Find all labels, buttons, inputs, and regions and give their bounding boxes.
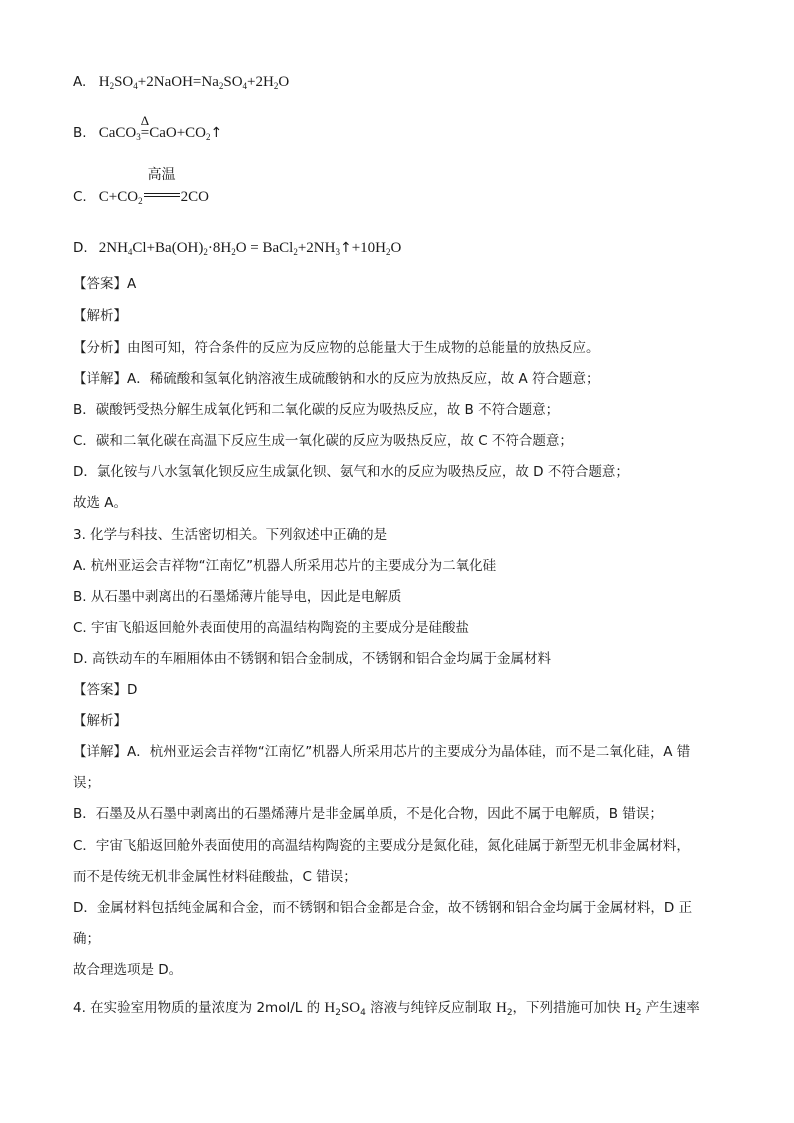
q2-fenxi: 【分析】由图可知，符合条件的反应为反应物的总能量大于生成物的总能量的放热反应。 — [73, 340, 600, 356]
equation-c: $C+CO_2$ 高温 2CO — [98, 167, 209, 206]
option-label: C. — [73, 189, 87, 205]
q3-detail-b: B．石墨及从石墨中剥离出的石墨烯薄片是非金属单质，不是化合物，因此不属于电解质，B 错误； — [73, 806, 663, 822]
q3-option-d: D. 高铁动车的车厢厢体由不锈钢和铝合金制成，不锈钢和铝合金均属于金属材料 — [73, 651, 551, 667]
q3-detail-a-line2: 误； — [73, 775, 100, 791]
q2-detail-a: 【详解】A．稀硫酸和氢氧化钠溶液生成硫酸钠和水的反应为放热反应，故 A 符合题意； — [73, 371, 600, 387]
q4-stem: 4. 在实验室用物质的量浓度为 2mol/L 的 $H_2SO_4$ 溶液与纯锌反应制取 $H_2$，下列措施可加快 $H_2$ 产生速率 — [73, 1000, 700, 1018]
q2-answer: 【答案】A — [73, 276, 137, 292]
gas-arrow-icon: ↑ — [339, 240, 352, 256]
option-c — [73, 167, 209, 207]
option-label: D. — [73, 240, 88, 256]
option-label: A. — [73, 74, 87, 90]
q3-detail-d-line2: 确； — [73, 931, 100, 947]
q3-stem: 3. 化学与科技、生活密切相关。下列叙述中正确的是 — [73, 527, 388, 543]
q2-detail-d: D．氯化铵与八水氢氧化钡反应生成氯化钡、氨气和水的反应为吸热反应，故 D 不符合题意； — [73, 464, 629, 480]
option-label: B. — [73, 125, 87, 141]
q3-option-b: B. 从石墨中剥离出的石墨烯薄片能导电，因此是电解质 — [73, 589, 402, 605]
q3-option-c: C. 宇宙飞船返回舱外表面使用的高温结构陶瓷的主要成分是硅酸盐 — [73, 620, 470, 636]
option-a — [73, 72, 289, 92]
q3-conclusion: 故合理选项是 D。 — [73, 962, 183, 978]
equation-b: CaCO$_3$ Δ $=CaO+CO_2↑$ — [98, 113, 223, 142]
q3-option-a: A. 杭州亚运会吉祥物“江南忆”机器人所采用芯片的主要成分为二氧化硅 — [73, 558, 497, 574]
q3-detail-c-line1: C．宇宙飞船返回舱外表面使用的高温结构陶瓷的主要成分是氮化硅，氮化硅属于新型无机非金属材料， — [73, 838, 690, 854]
q2-conclusion: 故选 A。 — [73, 495, 128, 511]
q3-analysis-heading: 【解析】 — [73, 713, 127, 729]
gas-arrow-icon: ↑ — [210, 125, 223, 141]
q3-detail-a-line1: 【详解】A．杭州亚运会吉祥物“江南忆”机器人所采用芯片的主要成分为晶体硅，而不是二氧化硅，A 错 — [73, 744, 691, 760]
option-b — [73, 113, 223, 143]
heat-condition: Δ = — [140, 113, 150, 141]
q2-analysis-heading: 【解析】 — [73, 308, 127, 324]
equation-d: $2NH_4Cl+Ba(OH)_2\cdot 8H_2O$ = $BaCl_2+2NH_3↑+10H_2O$ — [98, 240, 402, 257]
q2-detail-b: B．碳酸钙受热分解生成氧化钙和二氧化碳的反应为吸热反应，故 B 不符合题意； — [73, 402, 560, 418]
equation-a: $H_2SO_4+2NaOH=Na_2SO_4+2H_2O$ — [98, 74, 290, 91]
q3-detail-c-line2: 而不是传统无机非金属性材料硅酸盐，C 错误； — [73, 869, 357, 885]
high-temp-condition: 高温 — [143, 187, 181, 207]
option-d — [73, 238, 401, 258]
q3-answer: 【答案】D — [73, 682, 138, 698]
q3-detail-d-line1: D．金属材料包括纯金属和合金，而不锈钢和铝合金都是合金，故不锈钢和铝合金均属于金属材料，D 正 — [73, 900, 693, 916]
q2-detail-c: C．碳和二氧化碳在高温下反应生成一氧化碳的反应为吸热反应，故 C 不符合题意； — [73, 433, 573, 449]
